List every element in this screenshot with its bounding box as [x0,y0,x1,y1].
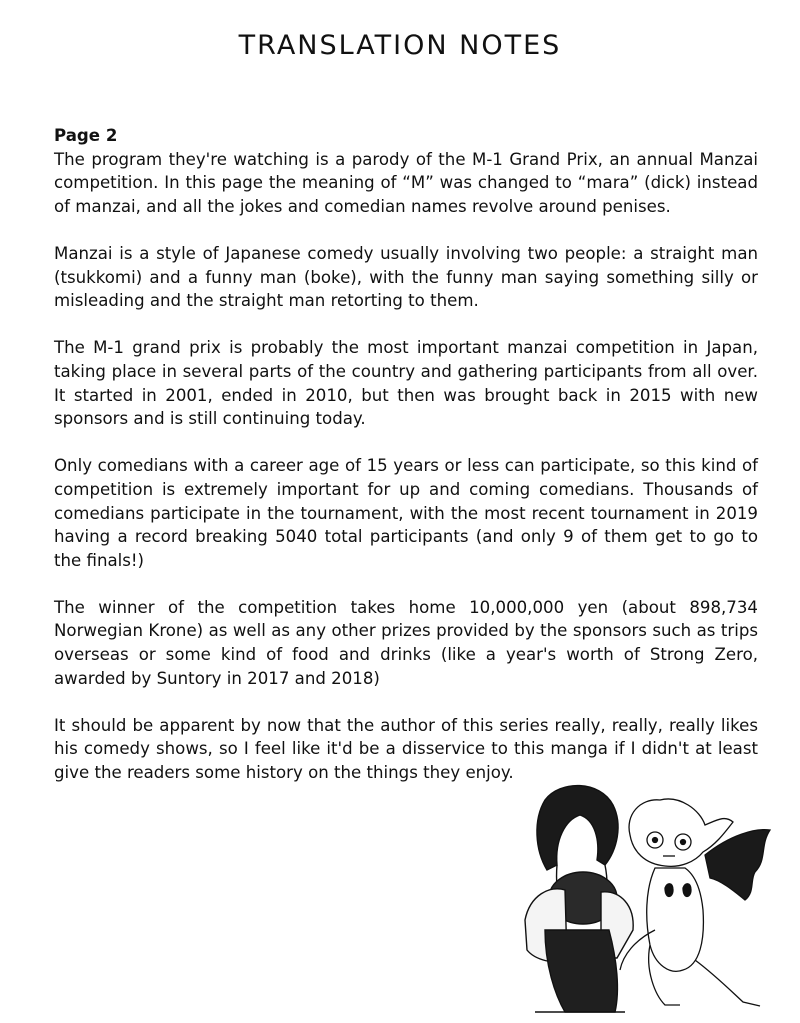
page-title: TRANSLATION NOTES [238,30,562,61]
notes-body [54,124,758,808]
note-paragraph: Only comedians with a career age of 15 years or less can participate, so this kind of competition is extremely important for up and coming comedians. Thousands of comedians participate in the tournament, with the most recent tournament in 2019 having a record breaking 5040 total participants (and only 9 of them get to go to the finals!) [54,456,758,570]
note-paragraph: The program they're watching is a parody of the M-1 Grand Prix, an annual Manzai competition. In this page the meaning of “M” was changed to “mara” (dick) instead of manzai, and all the jokes and comedian names revolve around penises. [54,149,758,216]
note-paragraph: The winner of the competition takes home 10,000,000 yen (about 898,734 Norwegian Krone) as well as any other prizes provided by the sponsors such as trips overseas or some kind of food and drinks (like a year's worth of Strong Zero, awarded by Suntory in 2017 and 2018) [54,597,758,688]
dark-haired-character [525,786,633,1012]
note-paragraph: The M-1 grand prix is probably the most important manzai competition in Japan, taking place in several parts of the country and gathering participants from all over. It started in 2001, ended in 2010, but then was brought back in 2015 with new sponsors and is still continuing today. [54,338,758,429]
note-paragraph: It should be apparent by now that the author of this series really, really, really likes his comedy shows, so I feel like it'd be a disservice to this manga if I didn't at least give the readers some history on the things they enjoy. [54,715,758,783]
section-heading: Page 2 [54,126,118,145]
winged-character [620,799,770,1006]
note-paragraph: Manzai is a style of Japanese comedy usually involving two people: a straight man (tsukkomi) and a funny man (boke), with the funny man saying something silly or misleading and the straight man retorting to them. [54,243,758,311]
manga-characters-illustration [505,780,777,1018]
